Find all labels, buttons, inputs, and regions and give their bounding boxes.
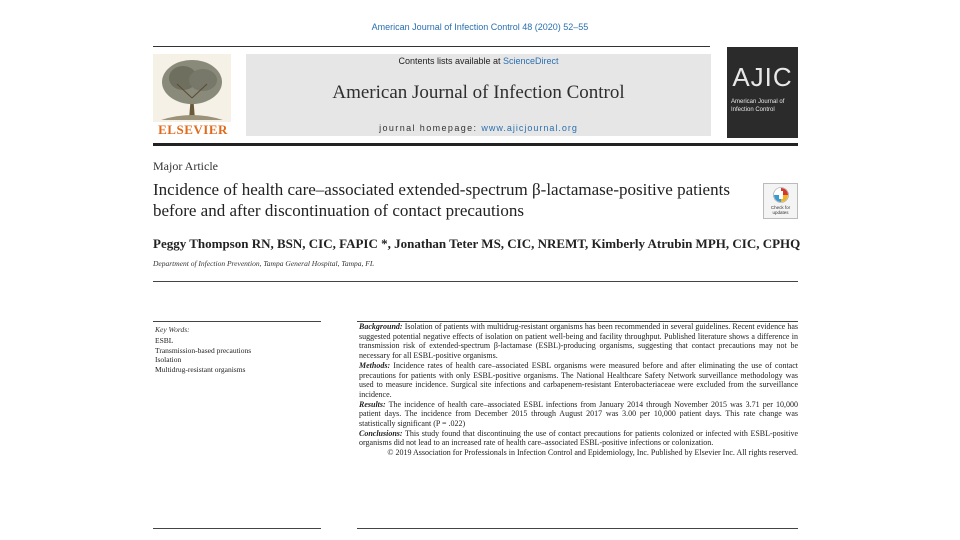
keyword-item: Isolation xyxy=(155,355,182,364)
methods-text: Incidence rates of health care–associated ESBL organisms were measured before and after eliminating the use of contact precautions for patients with only ESBL-positive organisms. The National Healthcare Safety Network surveillance methodology was used to measure incidence. Surgical site infections and carbapenem-resistant Enterobacteriaceae were excluded from the surveillance incidence. xyxy=(359,360,798,399)
homepage-prefix: journal homepage: xyxy=(379,123,482,133)
keywords-list xyxy=(155,336,251,374)
journal-homepage-line xyxy=(246,123,711,133)
contents-line xyxy=(246,56,711,66)
methods-label: Methods: xyxy=(359,360,391,370)
sciencedirect-link[interactable]: ScienceDirect xyxy=(503,56,559,66)
top-divider xyxy=(153,46,710,47)
article-type: Major Article xyxy=(153,159,218,173)
copyright-notice: © 2019 Association for Professionals in Infection Control and Epidemiology, Inc. Published by Elsevier Inc. All rights reserved. xyxy=(387,448,798,458)
elsevier-wordmark: ELSEVIER xyxy=(158,122,228,137)
header-divider xyxy=(153,143,798,146)
keyword-item: Transmission-based precautions xyxy=(155,345,252,355)
journal-citation[interactable]: American Journal of Infection Control 48 (2020) 52–55 xyxy=(371,22,589,32)
keyword-item: Multidrug-resistant organisms xyxy=(155,364,246,374)
abstract-methods xyxy=(359,361,798,400)
abstract-results xyxy=(359,400,798,429)
author-list: Peggy Thompson RN, BSN, CIC, FAPIC *, Jonathan Teter MS, CIC, NREMT, Kimberly Atrubin MPH, CIC, CPHQ xyxy=(153,236,801,251)
article-title: Incidence of health care–associated extended-spectrum β-lactamase-positive patients before and after discontinuation of contact precautions xyxy=(153,180,730,220)
conclusions-text: This study found that discontinuing the use of contact precautions for patients colonized or infected with ESBL-positive organisms did not lead to an increased rate of health care–associated ESBL-positive infections or colonization. xyxy=(359,428,798,448)
affiliation: Department of Infection Prevention, Tampa General Hospital, Tampa, FL xyxy=(153,259,375,268)
check-for-updates-label: Check for updates xyxy=(770,205,791,215)
abstract-background xyxy=(359,322,798,361)
keywords-top-rule xyxy=(153,321,321,322)
results-text: The incidence of health care–associated ESBL infections from January 2014 through November 2015 was 3.71 per 10,000 patient days. The incidence from December 2015 through August 2017 was 3.00 per 10,000 patient days. This rate change was statistically significant (P = .022) xyxy=(359,399,798,429)
cover-letters: AJIC xyxy=(732,62,793,92)
background-text: Isolation of patients with multidrug-resistant organisms has been recommended in several guidelines. Recent evidence has suggested potential negative effects of isolation on patient well-being and facility throughput. Published literature shows a difference in transmission risk of extended-spectrum β-lactamase (ESBL)-producing organisms, suggesting that contact precautions may not be necessary for all ESBL-positive organisms. xyxy=(359,322,798,361)
abstract xyxy=(359,322,798,458)
keyword-item: ESBL xyxy=(155,336,174,345)
results-label: Results: xyxy=(359,399,386,409)
section-divider xyxy=(153,281,798,282)
journal-title: American Journal of Infection Control xyxy=(332,82,625,103)
keywords-heading: Key Words: xyxy=(155,325,190,334)
check-for-updates-button[interactable] xyxy=(763,183,798,219)
contents-prefix: Contents lists available at xyxy=(398,56,504,66)
abstract-bottom-rule xyxy=(357,528,798,529)
cover-caption: American Journal of Infection Control xyxy=(731,99,785,113)
abstract-conclusions xyxy=(359,429,798,448)
background-label: Background: xyxy=(359,322,403,331)
conclusions-label: Conclusions: xyxy=(359,428,403,438)
keywords-bottom-rule xyxy=(153,528,321,529)
crossmark-icon xyxy=(773,187,789,203)
homepage-link[interactable]: www.ajicjournal.org xyxy=(481,123,578,133)
